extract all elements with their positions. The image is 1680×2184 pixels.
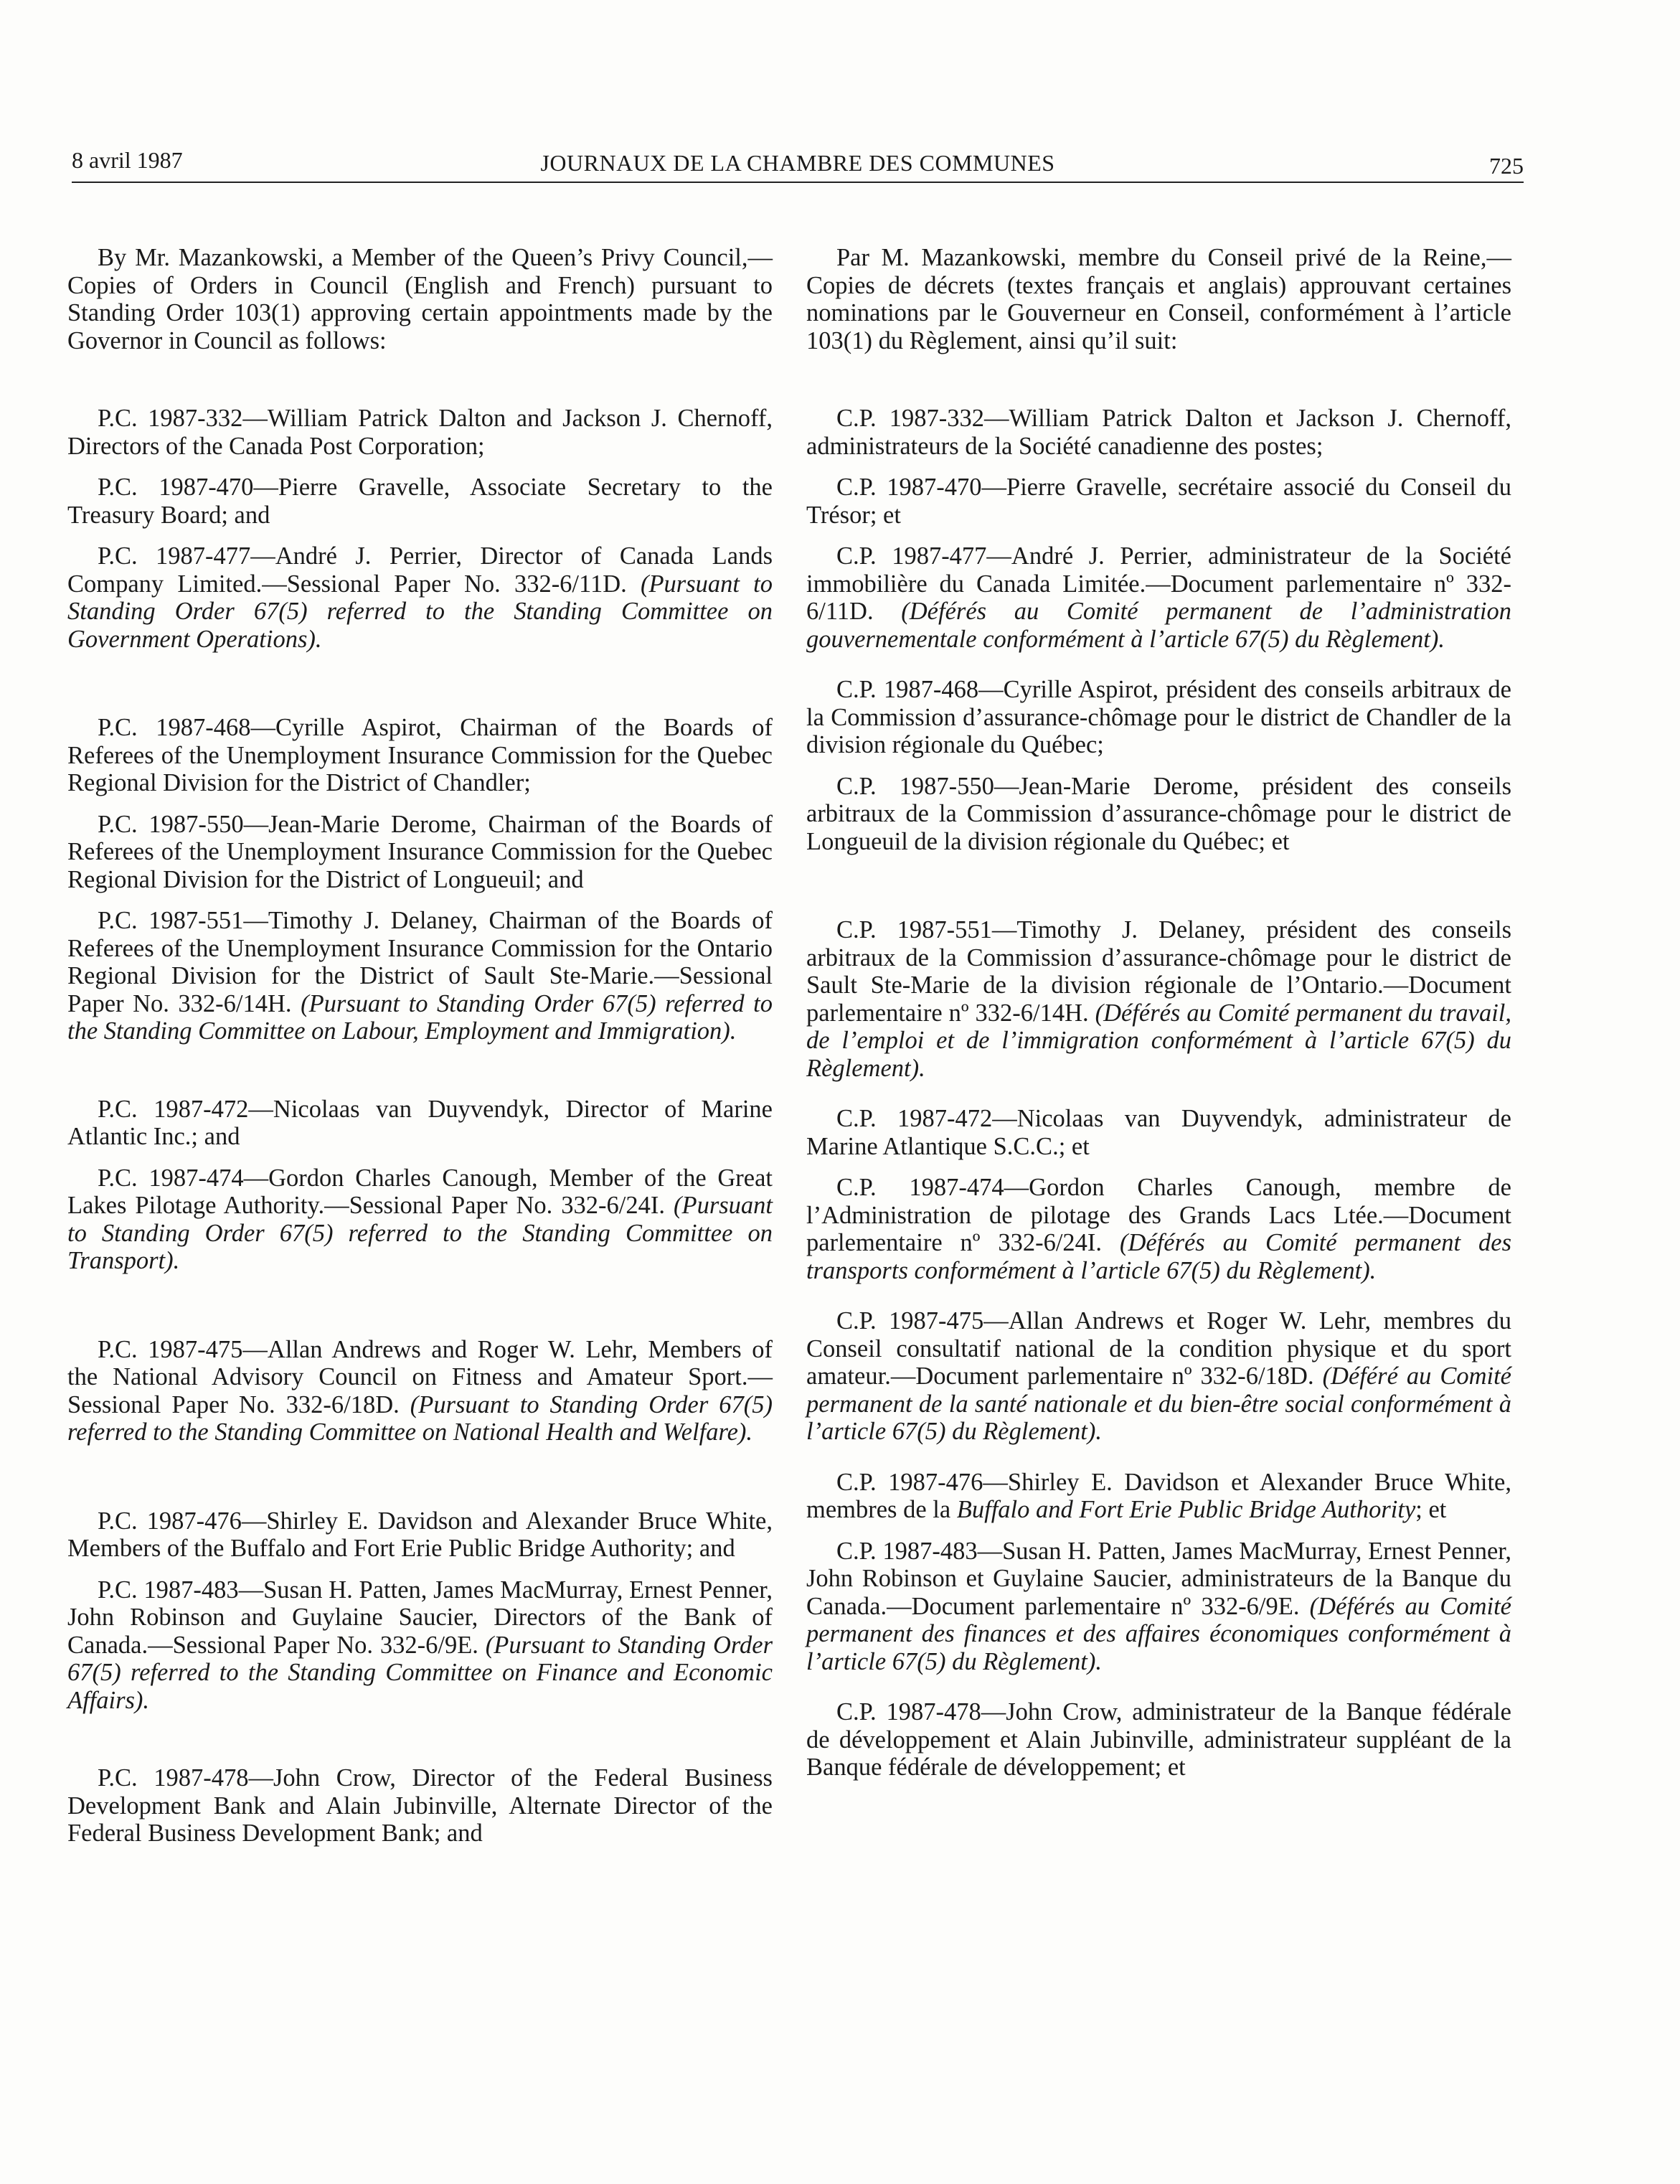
paragraph: C.P. 1987-332—William Patrick Dalton et Jackson J. Chernoff, administrateurs de la Société canadienne des postes; xyxy=(806,405,1511,460)
paragraph: C.P. 1987-550—Jean-Marie Derome, président des conseils arbitraux de la Commission d’assurance-chômage pour le district de Longueuil de la division régionale du Québec; et xyxy=(806,772,1511,855)
paragraph: C.P. 1987-475—Allan Andrews et Roger W. Lehr, membres du Conseil consultatif national de la condition physique et du sport amateur.—Document parlementaire nº 332-6/18D. (Déféré au Comité permanent de la santé nationale et du bien-être social conformément à l’article 67(5) du Règlement). xyxy=(806,1307,1511,1445)
paragraph: P.C. 1987-472—Nicolaas van Duyvendyk, Director of Marine Atlantic Inc.; and xyxy=(67,1095,773,1150)
journal-title: JOURNAUX DE LA CHAMBRE DES COMMUNES xyxy=(540,150,1055,176)
paragraph: P.C. 1987-478—John Crow, Director of the Federal Business Development Bank and Alain Jubinville, Alternate Director of the Federal Business Development Bank; and xyxy=(67,1764,773,1847)
paragraph: C.P. 1987-474—Gordon Charles Canough, membre de l’Administration de pilotage des Grands Lacs Ltée.—Document parlementaire nº 332-6/24I. (Déférés au Comité permanent des transports conformément à l’article 67(5) du Règlement). xyxy=(806,1174,1511,1284)
paragraph: C.P. 1987-483—Susan H. Patten, James MacMurray, Ernest Penner, John Robinson et Guylaine Saucier, administrateurs de la Banque du Canada.—Document parlementaire nº 332-6/9E. (Déférés au Comité permanent des finances et des affaires économiques conformément à l’article 67(5) du Règlement). xyxy=(806,1537,1511,1675)
paragraph: Par M. Mazankowski, membre du Conseil privé de la Reine,—Copies de décrets (textes français et anglais) approuvant certaines nominations par le Gouverneur en Conseil, conformément à l’article 103(1) du Règlement, ainsi qu’il suit: xyxy=(806,244,1511,354)
paragraph: C.P. 1987-478—John Crow, administrateur de la Banque fédérale de développement et Alain Jubinville, administrateur suppléant de la Banque fédérale de développement; et xyxy=(806,1698,1511,1781)
page-header xyxy=(72,146,1524,183)
paragraph: P.C. 1987-483—Susan H. Patten, James MacMurray, Ernest Penner, John Robinson and Guylaine Saucier, Directors of the Bank of Canada.—Sessional Paper No. 332-6/9E. (Pursuant to Standing Order 67(5) referred to the Standing Committee on Finance and Economic Affairs). xyxy=(67,1576,773,1714)
paragraph: P.C. 1987-470—Pierre Gravelle, Associate Secretary to the Treasury Board; and xyxy=(67,474,773,529)
paragraph: C.P. 1987-468—Cyrille Aspirot, président des conseils arbitraux de la Commission d’assurance-chômage pour le district de Chandler de la division régionale du Québec; xyxy=(806,676,1511,758)
paragraph: P.C. 1987-477—André J. Perrier, Director of Canada Lands Company Limited.—Sessional Paper No. 332-6/11D. (Pursuant to Standing Order 67(5) referred to the Standing Committee on Government Operations). xyxy=(67,542,773,653)
paragraph: P.C. 1987-332—William Patrick Dalton and Jackson J. Chernoff, Directors of the Canada Post Corporation; xyxy=(67,405,773,460)
french-column xyxy=(806,244,1511,1781)
paragraph: P.C. 1987-474—Gordon Charles Canough, Member of the Great Lakes Pilotage Authority.—Sessional Paper No. 332-6/24I. (Pursuant to Standing Order 67(5) referred to the Standing Committee on Transport). xyxy=(67,1164,773,1274)
paragraph: P.C. 1987-550—Jean-Marie Derome, Chairman of the Boards of Referees of the Unemployment Insurance Commission for the Quebec Regional Division for the District of Longueuil; and xyxy=(67,810,773,893)
paragraph: C.P. 1987-472—Nicolaas van Duyvendyk, administrateur de Marine Atlantique S.C.C.; et xyxy=(806,1105,1511,1160)
paragraph: C.P. 1987-476—Shirley E. Davidson et Alexander Bruce White, membres de la Buffalo and Fort Erie Public Bridge Authority; et xyxy=(806,1468,1511,1523)
paragraph: P.C. 1987-475—Allan Andrews and Roger W. Lehr, Members of the National Advisory Council on Fitness and Amateur Sport.—Sessional Paper No. 332-6/18D. (Pursuant to Standing Order 67(5) referred to the Standing Committee on National Health and Welfare). xyxy=(67,1335,773,1446)
paragraph: P.C. 1987-551—Timothy J. Delaney, Chairman of the Boards of Referees of the Unemployment Insurance Commission for the Ontario Regional Division for the District of Sault Ste-Marie.—Sessional Paper No. 332-6/14H. (Pursuant to Standing Order 67(5) referred to the Standing Committee on Labour, Employment and Immigration). xyxy=(67,907,773,1045)
paragraph: P.C. 1987-476—Shirley E. Davidson and Alexander Bruce White, Members of the Buffalo and Fort Erie Public Bridge Authority; and xyxy=(67,1507,773,1562)
paragraph: C.P. 1987-551—Timothy J. Delaney, président des conseils arbitraux de la Commission d’assurance-chômage pour le district de Sault Ste-Marie de la division régionale de l’Ontario.—Document parlementaire nº 332-6/14H. (Déférés au Comité permanent du travail, de l’emploi et de l’immigration conformément à l’article 67(5) du Règlement). xyxy=(806,916,1511,1082)
english-column xyxy=(67,244,773,1848)
paragraph: C.P. 1987-470—Pierre Gravelle, secrétaire associé du Conseil du Trésor; et xyxy=(806,474,1511,529)
paragraph: P.C. 1987-468—Cyrille Aspirot, Chairman of the Boards of Referees of the Unemployment Insurance Commission for the Quebec Regional Division for the District of Chandler; xyxy=(67,714,773,796)
page-number: 725 xyxy=(1489,153,1524,179)
paragraph: By Mr. Mazankowski, a Member of the Queen’s Privy Council,—Copies of Orders in Council (English and French) pursuant to Standing Order 103(1) approving certain appointments made by the Governor in Council as follows: xyxy=(67,244,773,354)
header-date: 8 avril 1987 xyxy=(72,147,183,173)
paragraph: C.P. 1987-477—André J. Perrier, administrateur de la Société immobilière du Canada Limitée.—Document parlementaire nº 332-6/11D. (Déférés au Comité permanent de l’administration gouvernementale conformément à l’article 67(5) du Règlement). xyxy=(806,542,1511,653)
